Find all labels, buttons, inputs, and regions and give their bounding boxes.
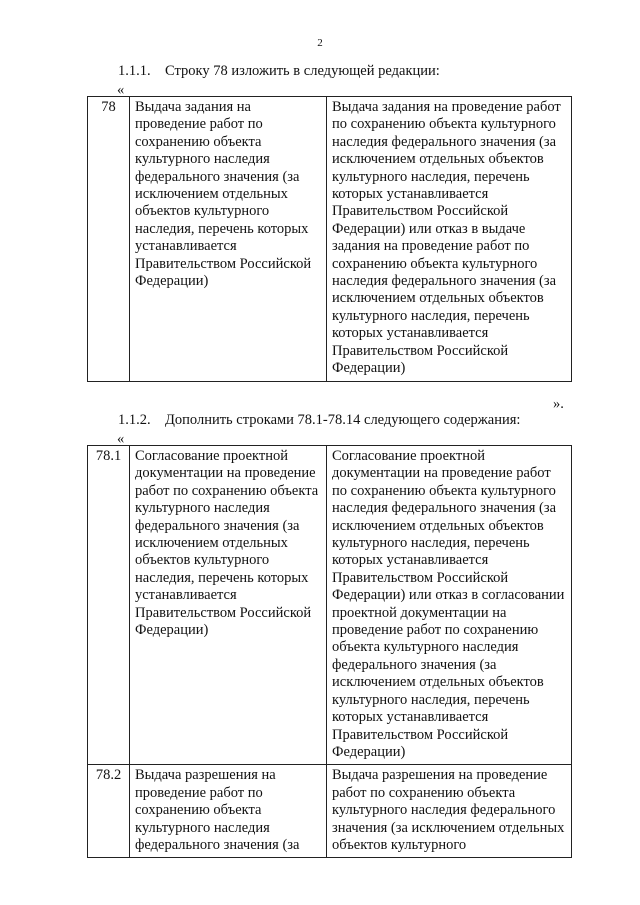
page-bottom-margin xyxy=(87,880,573,905)
opening-quote: « xyxy=(117,82,125,98)
amendment-table-78 xyxy=(87,96,572,382)
page-number: 2 xyxy=(317,37,323,49)
opening-quote: « xyxy=(117,431,125,447)
amendment-table-78-1 xyxy=(87,445,572,858)
table-row xyxy=(88,97,572,382)
paragraph-text: Строку 78 изложить в следующей редакции: xyxy=(165,63,440,79)
paragraph-number: 1.1.1. xyxy=(118,63,151,79)
paragraph-1-1-2 xyxy=(118,412,520,429)
row-number-cell: 78 xyxy=(88,97,130,382)
paragraph-text: Дополнить строками 78.1-78.14 следующего содержания: xyxy=(165,412,521,428)
service-result-cell: Выдача задания на проведение работ по сохранению объекта культурного наследия федерального значения (за исключением отдельных объектов культурного наследия, перечень которых устанавливается Правительством Российской Федерации) или отказ в выдаче задания на проведение работ по сохранению объекта культурного наследия федерального значения (за исключением отдельных объектов культурного наследия, перечень которых устанавливается Правительством Российской Федерации) xyxy=(327,97,572,382)
table-row xyxy=(88,446,572,765)
table-row xyxy=(88,765,572,858)
closing-quote: ». xyxy=(553,396,564,412)
paragraph-1-1-1 xyxy=(118,63,440,80)
service-name-cell: Согласование проектной документации на проведение работ по сохранению объекта культурного наследия федерального значения (за исключением отдельных объектов культурного наследия, перечень которых устанавливается Правительством Российской Федерации) xyxy=(130,446,327,765)
service-result-cell: Согласование проектной документации на проведение работ по сохранению объекта культурного наследия федерального значения (за исключением отдельных объектов культурного наследия, перечень которых устанавливается Правительством Российской Федерации) или отказ в согласовании проектной документации на проведение работ по сохранению объекта культурного наследия федерального значения (за исключением отдельных объектов культурного наследия, перечень которых устанавливается Правительством Российской Федерации) xyxy=(327,446,572,765)
service-name-cell: Выдача задания на проведение работ по сохранению объекта культурного наследия федерального значения (за исключением отдельных объектов культурного наследия, перечень которых устанавливается Правительством Российской Федерации) xyxy=(130,97,327,382)
service-name-cell: Выдача разрешения на проведение работ по сохранению объекта культурного наследия федерального значения (за xyxy=(130,765,327,858)
paragraph-number: 1.1.2. xyxy=(118,412,151,428)
service-result-cell: Выдача разрешения на проведение работ по сохранению объекта культурного наследия федерального значения (за исключением отдельных объектов культурного xyxy=(327,765,572,858)
row-number-cell: 78.1 xyxy=(88,446,130,765)
row-number-cell: 78.2 xyxy=(88,765,130,858)
